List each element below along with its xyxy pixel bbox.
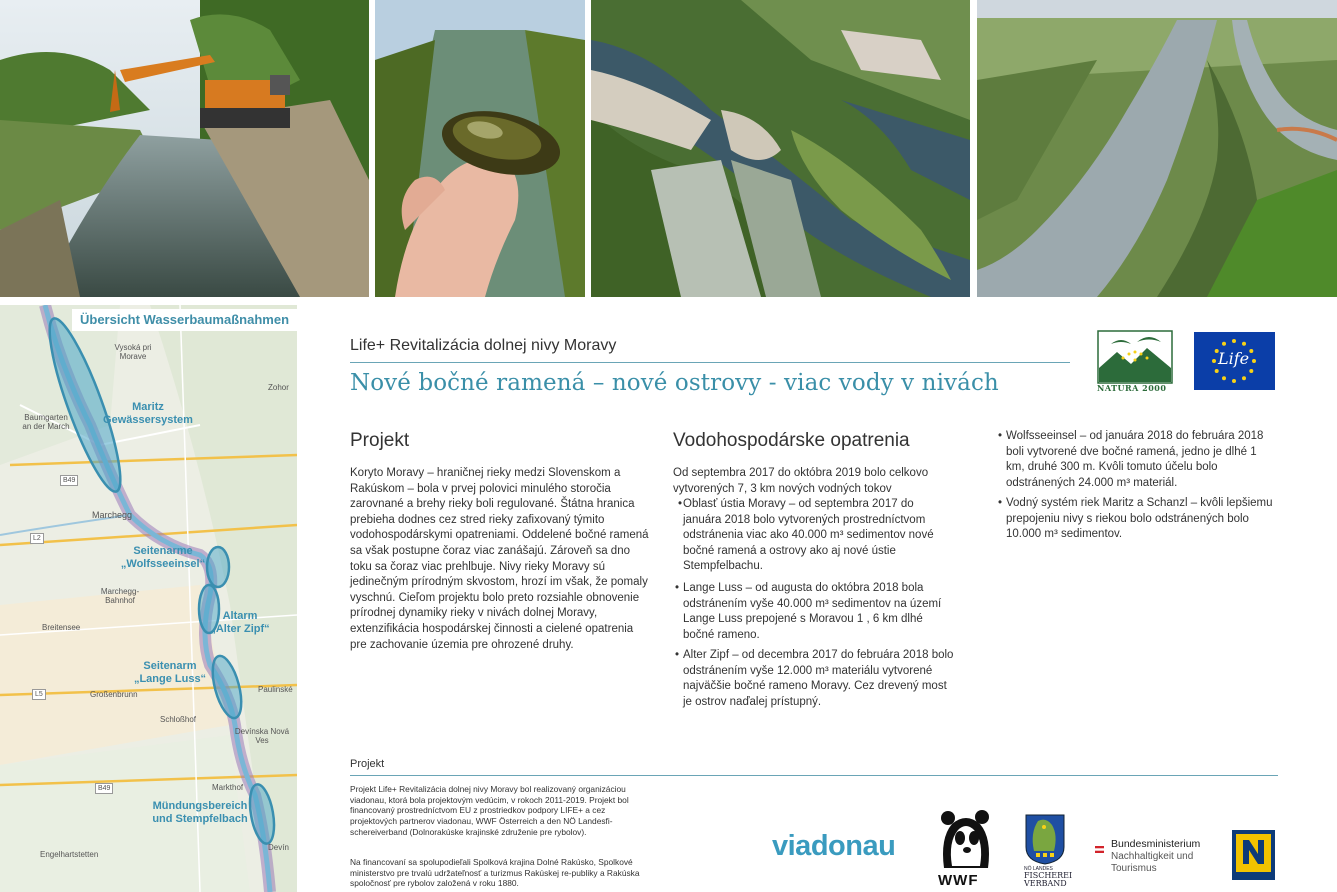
bullet-icon: •: [998, 497, 1003, 509]
ministry-name-line1: Bundesministerium: [1111, 838, 1201, 850]
road-l5: L5: [32, 689, 46, 700]
eu-life-logo: [1194, 332, 1275, 390]
excavator-photo: [0, 0, 369, 297]
town-breitensee: Breitensee: [42, 623, 81, 632]
label-mundung: Mündungsbereich und Stempfelbach: [152, 800, 248, 825]
eu-star-icon: [1249, 349, 1253, 353]
town-engelhartstetten: Engelhartstetten: [40, 850, 99, 859]
overview-map: [0, 305, 297, 892]
list-item: [998, 496, 1278, 543]
list-item-text: Oblasť ústia Moravy – od septembra 2017 do januára 2018 bolo vytvorených prostredníctvom odstránenia viac ako 40.000 m³ sedimentov nové bočné ramená a ostrovy ako aj nové ústie Stempfelbachu.: [683, 498, 934, 573]
ministry-name-line2: Nachhaltigkeit und: [1111, 851, 1194, 862]
map-title: Übersicht Wasserbaumaßnahmen: [72, 309, 297, 331]
wwf-label: WWF: [938, 872, 979, 889]
eu-star-icon: [1212, 359, 1216, 363]
bullet-icon: •: [675, 582, 680, 594]
road-b49a: B49: [60, 475, 78, 486]
opatrenia-intro: Od septembra 2017 do októbra 2019 bolo celkovo vytvorených 7, 3 km nových vodných tokov: [673, 467, 929, 495]
aerial-islands-photo: [591, 0, 970, 297]
poster-title: Nové bočné ramená – nové ostrovy - viac vody v nivách: [350, 370, 999, 396]
list-item: [678, 497, 953, 575]
wwf-logo: [936, 808, 996, 874]
viadonau-logo: viadonau: [772, 830, 896, 862]
natura-2000-logo: [1097, 330, 1173, 390]
natura-2000-label: NATURA 2000: [1097, 383, 1167, 393]
footer-rule: [350, 775, 1278, 776]
list-item-text: Lange Luss – od augusta do októbra 2018 bola odstránením vyše 40.000 m³ sedimentov na území Lange Luss prepojené s Moravou 1 , 6 km dlhé bočné rameno.: [683, 582, 942, 641]
eu-star-icon: [1232, 339, 1236, 343]
town-zohor: Zohor: [268, 383, 289, 392]
eu-star-icon: [1215, 369, 1219, 373]
list-item: [675, 648, 958, 710]
life-label: Life: [1218, 349, 1250, 368]
mussel-photo: [375, 0, 585, 297]
footer-heading: Projekt: [350, 758, 385, 770]
eu-star-icon: [1232, 379, 1236, 383]
opatrenia-heading: Vodohospodárske opatrenia: [673, 430, 910, 451]
eu-star-icon: [1252, 359, 1256, 363]
bullet-icon: •: [675, 649, 680, 661]
list-item-text: Vodný systém riek Maritz a Schanzl – kvôli lepšiemu prepojeniu nivy s riekou bolo odstránených bolo 10.000 m³ sedimentov.: [1006, 497, 1273, 541]
projekt-text: [350, 466, 650, 653]
poster-subtitle: Life+ Revitalizácia dolnej nivy Moravy: [350, 337, 617, 354]
eu-star-icon: [1222, 376, 1226, 380]
eu-star-icon: [1242, 342, 1246, 346]
town-baumgarten: Baumgarten an der March: [22, 413, 70, 431]
town-devinska: Devínska Nová Ves: [234, 727, 290, 745]
road-l2: L2: [30, 533, 44, 544]
header-rule: [350, 362, 1070, 363]
town-grossenbrunn: Großenbrunn: [90, 690, 138, 699]
aerial-river-photo: [977, 0, 1337, 297]
town-schlosshof: Schloßhof: [160, 715, 197, 724]
town-marchegg: Marchegg: [92, 510, 133, 520]
road-b49b: B49: [95, 783, 113, 794]
projekt-heading: Projekt: [350, 430, 410, 451]
bullet-icon: •: [998, 430, 1003, 442]
footer-paragraph-2: Na financovaní sa spolupodieľali Spolková krajina Dolné Rakúsko, Spolkové ministerstvo pre trvalú udržateľnosť a turizmus Rakúskej re-publiky a Rakúska spoločnosť pre rybolov založená v roku 1880.: [350, 857, 640, 889]
fischerei-small-label: NÖ LANDES: [1024, 866, 1053, 872]
fischerei-logo: [1024, 813, 1066, 865]
list-item: [675, 581, 953, 643]
austria-flag-icon: [1095, 840, 1104, 847]
town-devin: Devín: [268, 843, 289, 852]
lower-austria-logo: [1232, 830, 1275, 880]
list-item-text: Wolfsseeinsel – od januára 2018 do februára 2018 boli vytvorené dve bočné ramená, jedno je dlhé 1 km, druhé 300 m. Kvôli tomuto účelu bolo odstránených 24.000 m³ materiál.: [1006, 430, 1264, 489]
town-paulinske: Paulinské: [258, 685, 293, 694]
label-lange-luss: Seitenarm „Lange Luss“: [133, 660, 207, 685]
list-item-text: Alter Zipf – od decembra 2017 do februára 2018 bolo odstránením vyše 12.000 m³ materiálu vytvorené najväčšie bočné rameno Moravy. Cez drevený most je ostrov naďalej prístupný.: [683, 649, 954, 708]
projekt-paragraph: Koryto Moravy – hraničnej rieky medzi Slovenskom a Rakúskom – bola v prvej polovici minulého storočia zarovnané a brehy rieky boli regulované. Štátna hranica prebieha dodnes cez stred rieky zafixovaný týmito vodohospodárskymi opatreniami. Oddelené bočné ramená sa však postupne čoraz viac zanášajú. Zároveň sa dno toku sa čoraz viac prehlbuje. Nivy rieky Moravy sú jedinečným prírodným skvostom, hrozí im však, že pomaly vyschnú. Cieľom projektu bolo preto rozsiahle obnovenie prírodnej dynamiky rieky v nivách dolnej Moravy, extenzifikácia hospodárskej činnosti a cielené opatrenia pre zachovanie územia pre ohrozené druhy.: [350, 467, 649, 651]
town-vysoka: Vysoká pri Morave: [114, 343, 152, 361]
town-markthof: Markthof: [212, 783, 244, 792]
town-marchegg-bahnhof: Marchegg- Bahnhof: [100, 587, 140, 605]
label-maritz: Maritz Gewässersystem: [103, 401, 193, 426]
list-item: [998, 429, 1278, 491]
eu-star-icon: [1249, 369, 1253, 373]
ministry-name-line3: Tourismus: [1111, 863, 1157, 874]
footer-paragraph-1: Projekt Life+ Revitalizácia dolnej nivy Moravy bol realizovaný organizáciou viadonau, ktorá bola projektovým vedúcim, v rokoch 2011-2019. Projekt bol financovaný prostredníctvom EU z prostriedkov podpory LIFE+ a cez projektových partnerov viadonau, WWF Österreich a den NÖ Landesfi-schereiverband (Dolnorakúske krajinské združenie pre rybolov).: [350, 784, 629, 837]
bullet-icon: •: [678, 498, 683, 510]
eu-star-icon: [1222, 342, 1226, 346]
fischerei-label: FISCHEREI VERBAND: [1024, 871, 1073, 888]
label-wolfsseeinsel: Seitenarme „Wolfsseeinsel“: [120, 545, 206, 570]
eu-star-icon: [1242, 376, 1246, 380]
label-alter-zipf: Altarm „Alter Zipf“: [210, 610, 270, 635]
